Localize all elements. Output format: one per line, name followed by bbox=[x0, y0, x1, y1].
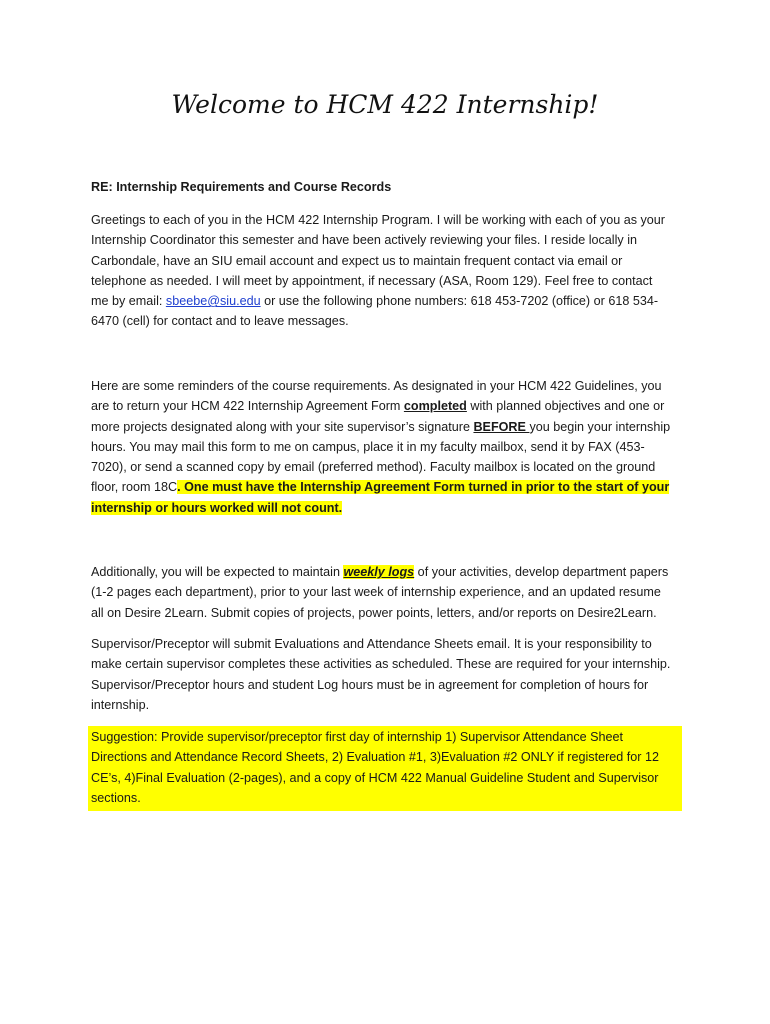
before-emphasis: BEFORE bbox=[473, 419, 530, 434]
paragraph-supervisor bbox=[91, 634, 685, 715]
paragraph-requirements bbox=[91, 376, 685, 518]
text-line: Directions and Attendance Record Sheets, 2) Evaluation #1, 3)Evaluation #2 ONLY if registered for 12 bbox=[91, 750, 659, 765]
text-line: 7020), or send a scanned copy by email (preferred method). Faculty mailbox is located on the ground bbox=[91, 460, 656, 475]
text-segment: me by email: bbox=[91, 294, 166, 309]
text-segment: Additionally, you will be expected to maintain bbox=[91, 565, 344, 579]
text-line: Carbondale, have an SIU email account and expect us to maintain frequent contact via email or bbox=[91, 253, 623, 268]
text-line bbox=[91, 477, 685, 497]
text-line bbox=[91, 291, 685, 311]
page-title: Welcome to HCM 422 Internship! bbox=[171, 90, 599, 119]
text-segment: are to return your HCM 422 Internship Agreement Form bbox=[91, 399, 404, 414]
completed-emphasis: completed bbox=[403, 399, 467, 414]
text-segment: of your activities, develop department papers bbox=[414, 565, 669, 579]
text-line: Supervisor/Preceptor will submit Evaluations and Attendance Sheets email. It is your responsibility to bbox=[91, 637, 652, 651]
paragraph-greetings bbox=[91, 210, 685, 332]
text-line: 6470 (cell) for contact and to leave messages. bbox=[91, 314, 349, 329]
text-line: make certain supervisor completes these activities as scheduled. These are required for your internship. bbox=[91, 657, 671, 672]
re-line: RE: Internship Requirements and Course Records bbox=[91, 180, 392, 194]
highlighted-warning: . One must have the Internship Agreement Form turned in prior to the start of your bbox=[177, 480, 670, 495]
text-line: Greetings to each of you in the HCM 422 Internship Program. I will be working with each of you as your bbox=[91, 213, 665, 227]
text-line bbox=[91, 417, 685, 437]
text-line bbox=[91, 562, 685, 582]
highlighted-warning: internship or hours worked will not count. bbox=[91, 500, 343, 515]
text-line: all on Desire 2Learn. Submit copies of projects, power points, letters, and/or reports on Desire2Learn. bbox=[91, 605, 657, 620]
text-segment: with planned objectives and one or bbox=[466, 399, 665, 414]
text-line bbox=[91, 498, 685, 518]
text-line: Suggestion: Provide supervisor/preceptor first day of internship 1) Supervisor Attendance Sheet bbox=[91, 730, 624, 744]
text-line: internship. bbox=[91, 697, 150, 712]
weekly-logs-emphasis: weekly logs bbox=[343, 565, 415, 579]
text-line: sections. bbox=[91, 790, 141, 805]
text-line: Supervisor/Preceptor hours and student Log hours must be in agreement for completion of hours for bbox=[91, 677, 649, 692]
text-line: CE’s, 4)Final Evaluation (2-pages), and a copy of HCM 422 Manual Guideline Student and Supervisor bbox=[91, 770, 659, 785]
text-line: Internship Coordinator this semester and have been actively reviewing your files. I reside locally in bbox=[91, 233, 638, 248]
text-segment: floor, room 18C bbox=[91, 480, 178, 495]
text-line: Here are some reminders of the course requirements. As designated in your HCM 422 Guidelines, you bbox=[91, 379, 662, 393]
suggestion-box bbox=[88, 726, 682, 811]
text-segment: more projects designated along with your site supervisor’s signature bbox=[91, 419, 474, 434]
text-segment: you begin your internship bbox=[529, 419, 671, 434]
text-segment: or use the following phone numbers: 618 453-7202 (office) or 618 534- bbox=[260, 294, 659, 309]
email-link[interactable]: sbeebe@siu.edu bbox=[165, 294, 261, 309]
text-line: hours. You may mail this form to me on campus, place it in my faculty mailbox, send it by FAX (453- bbox=[91, 439, 645, 454]
text-line: telephone as needed. I will meet by appointment, if necessary (ASA, Room 129). Feel free to contact bbox=[91, 273, 653, 288]
text-line: (1-2 pages each department), prior to your last week of internship experience, and an updated resume bbox=[91, 585, 661, 600]
paragraph-weekly-logs bbox=[91, 562, 685, 623]
text-line bbox=[91, 396, 685, 416]
